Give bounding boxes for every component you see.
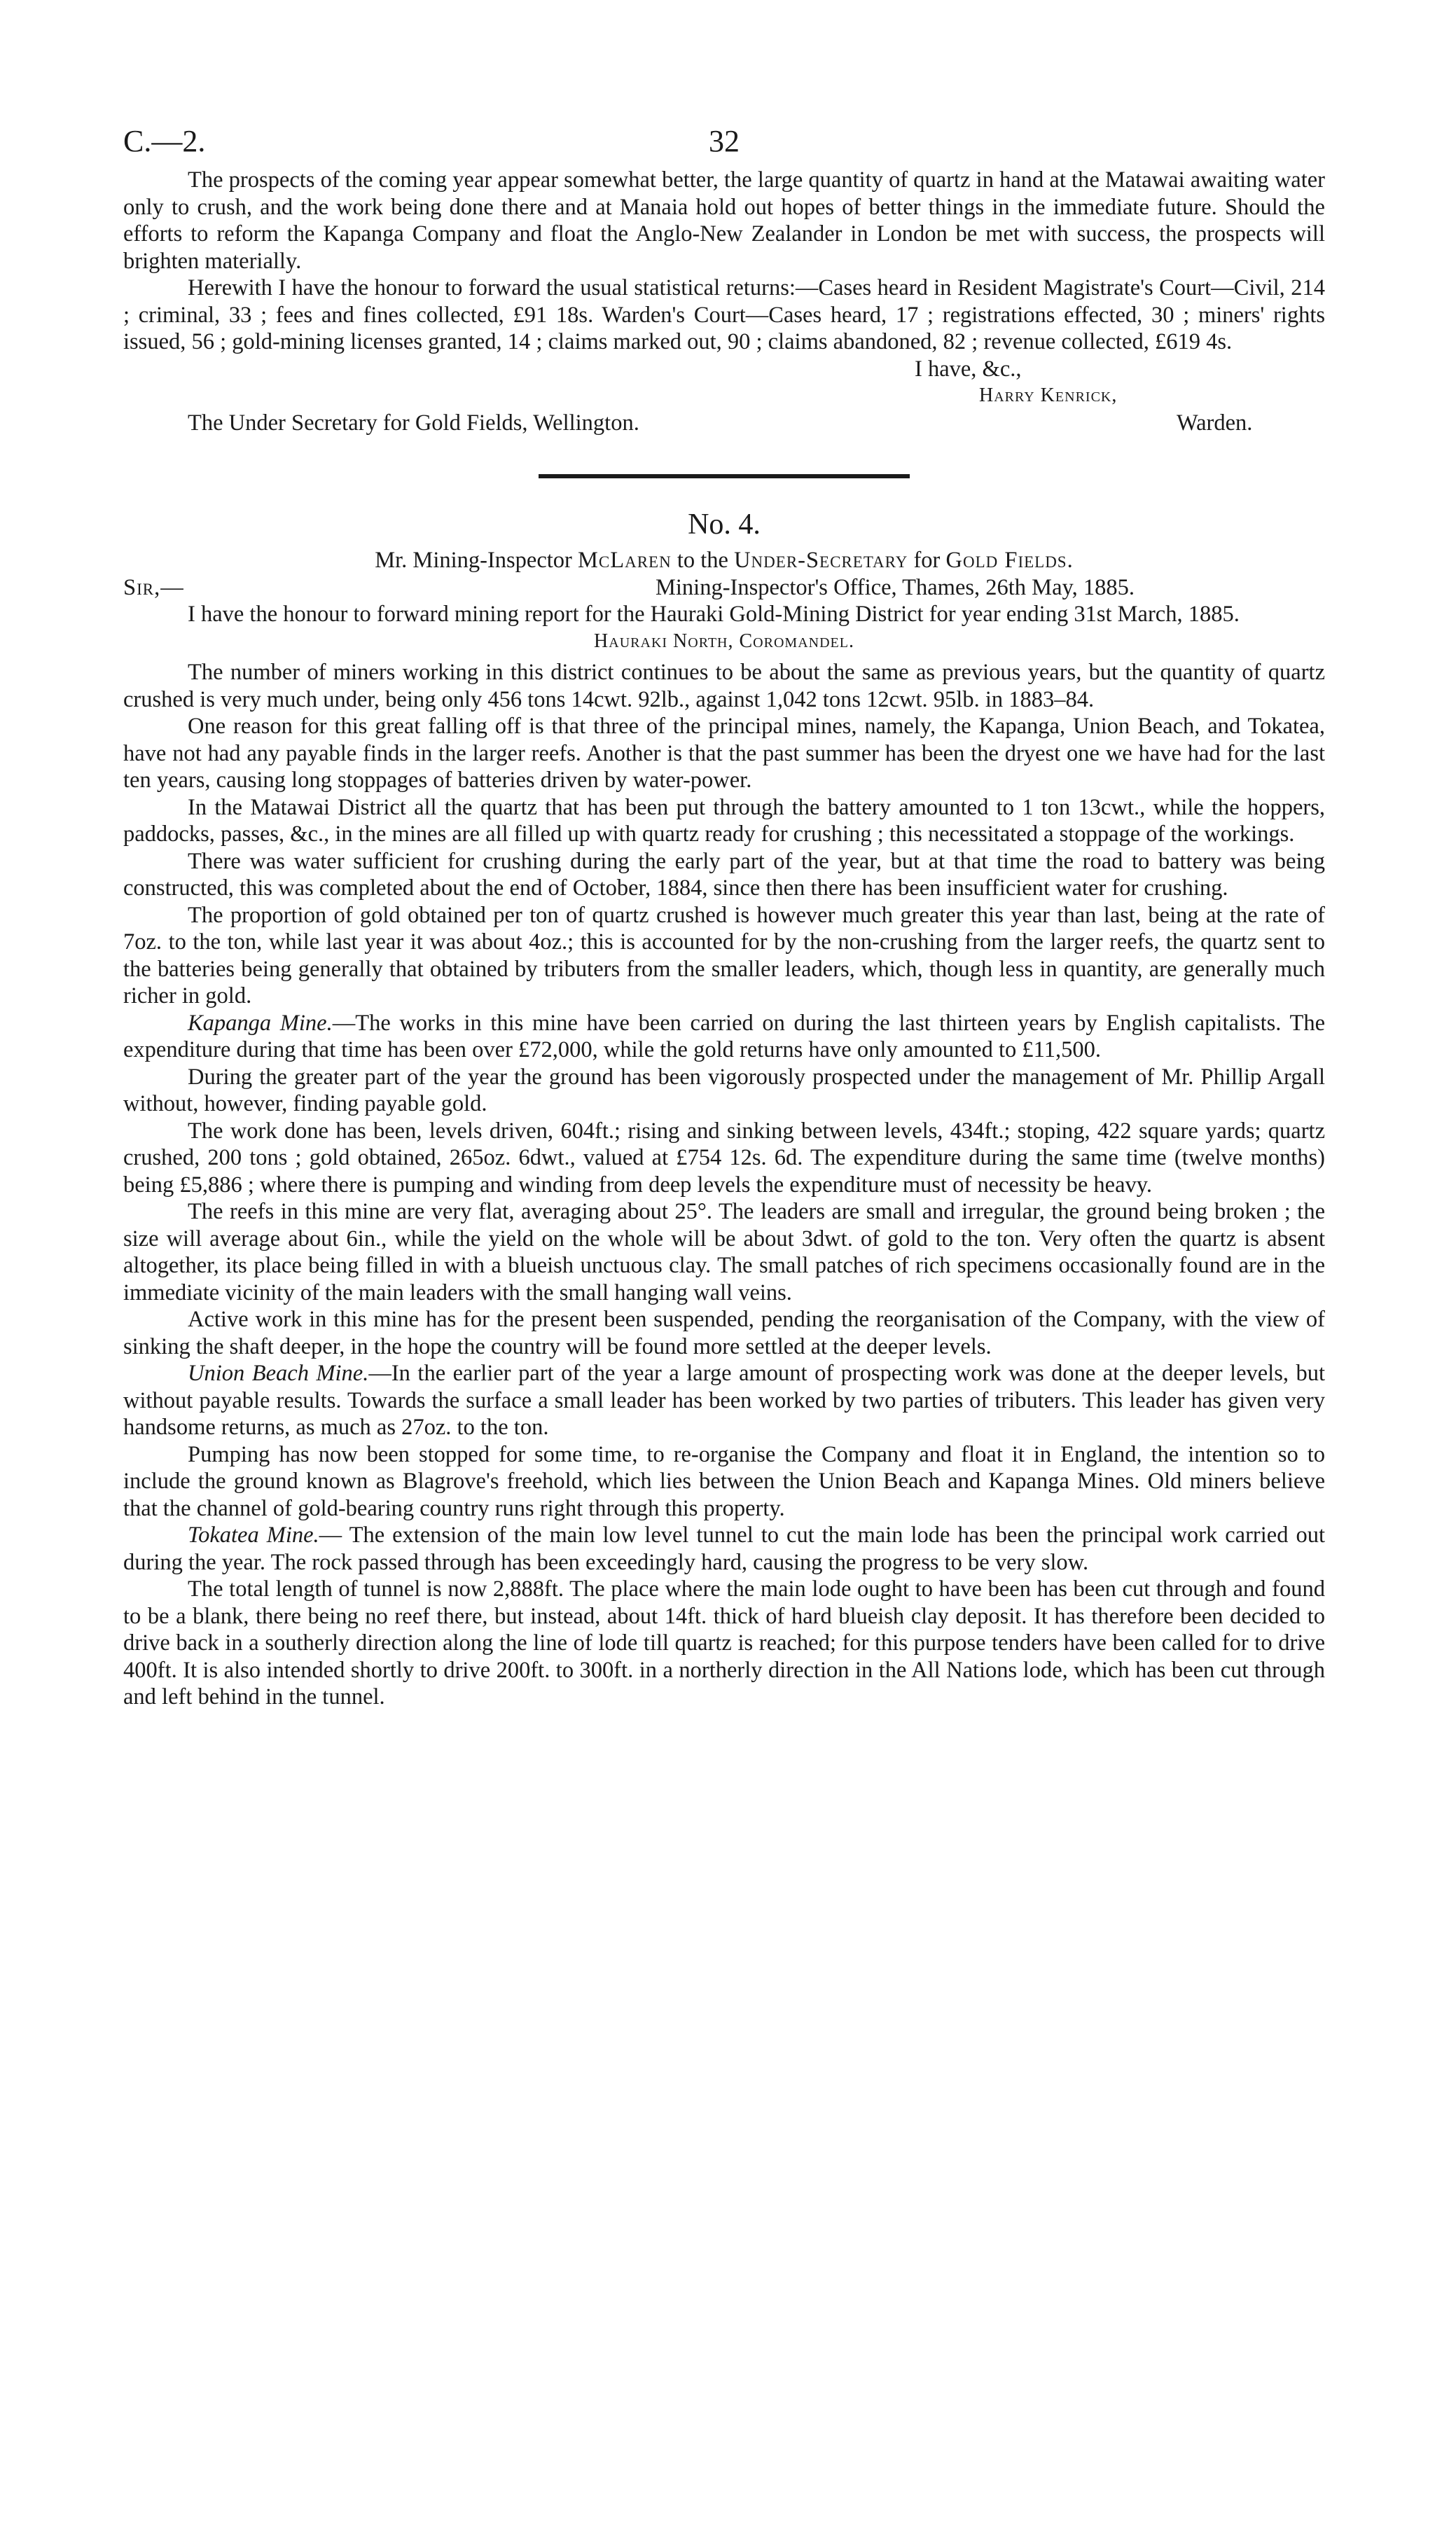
document-reference: C.—2.: [123, 124, 206, 158]
mining-inspector-report: [123, 508, 1325, 1711]
tokatea-title: Tokatea Mine.: [188, 1523, 319, 1548]
page-header: [123, 125, 1325, 167]
union-beach-paragraph: [123, 1360, 1325, 1441]
paragraph: Active work in this mine has for the present been suspended, pending the reorganisation of the Company, with the view of sinking the shaft deeper, in the hope the country will be found more settled at the deeper levels.: [123, 1307, 1325, 1359]
report-number: No. 4.: [688, 508, 761, 541]
report-heading: [123, 547, 1325, 574]
heading-to: to the: [677, 548, 728, 573]
section-divider: [539, 474, 910, 478]
kapanga-text: —The works in this mine have been carried on during the last thirteen years by English capitalists. The expenditure during that time has been over £72,000, while the gold returns have only amounted to £11,500.: [123, 1010, 1325, 1062]
paragraph: Pumping has now been stopped for some time, to re-organise the Company and float it in England, the intention so to include the ground known as Blagrove's freehold, which lies between the Union Beach and Kapanga Mines. Old miners believe that the channel of gold-bearing country runs right through this property.: [123, 1441, 1325, 1521]
warden-report: [123, 167, 1325, 436]
section-heading: Hauraki North, Coromandel.: [594, 630, 854, 652]
paragraph: The proportion of gold obtained per ton of quartz crushed is however much greater this year than last, being at the rate of 7oz. to the ton, while last year it was about 4oz.; this is accounted for by the non-crushing from the larger reefs, the quartz sent to the batteries being generally that obtained by tributers from the smaller leaders, which, though less in quantity, are generally much richer in gold.: [123, 902, 1325, 1008]
heading-prefix: Mr. Mining-Inspector: [375, 548, 572, 573]
tokatea-text: — The extension of the main low level tunnel to cut the main lode has been the principal work carried out during the year. The rock passed through has been exceedingly hard, causing the progress to be very slow.: [123, 1523, 1325, 1575]
paragraph: During the greater part of the year the ground has been vigorously prospected under the management of Mr. Phillip Argall without, however, finding payable gold.: [123, 1064, 1325, 1116]
paragraph: The reefs in this mine are very flat, averaging about 25°. The leaders are small and irregular, the ground being broken ; the size will average about 6in., while the yield on the whole will be about 3dwt. of gold to the ton. Very often the quartz is absent altogether, its place being filled in with a blueish unctuous clay. The small patches of rich specimens occasionally found are in the immediate vicinity of the main leaders with the small hanging wall veins.: [123, 1199, 1325, 1305]
addressee-line: [123, 410, 1325, 437]
signatory-title: Warden.: [1177, 410, 1253, 436]
paragraph: One reason for this great falling off is that three of the principal mines, namely, the Kapanga, Union Beach, and Tokatea, have not had any payable finds in the larger reefs. Another is that the past summer has been the dryest one we have had for the last ten years, causing long stoppages of batteries driven by water-power.: [123, 714, 1325, 793]
closing: I have, &c.,: [915, 356, 1022, 382]
heading-recipient: Under-Secretary: [734, 548, 908, 573]
salutation-line: [123, 574, 1325, 602]
addressee: The Under Secretary for Gold Fields, Wellington.: [188, 410, 639, 436]
paragraph: In the Matawai District all the quartz that has been put through the battery amounted to 1 ton 13cwt., while the hoppers, paddocks, passes, &c., in the mines are all filled up with quartz ready for crushing ; this necessitated a stoppage of the workings.: [123, 794, 1325, 847]
document-page: [123, 125, 1325, 1711]
paragraph: Herewith I have the honour to forward the usual statistical returns:—Cases heard in Resident Magistrate's Court—Civil, 214 ; criminal, 33 ; fees and fines collected, £91 18s. Warden's Court—Cases heard, 17 ; registrations effected, 30 ; miners' rights issued, 56 ; gold-mining licenses granted, 14 ; claims marked out, 90 ; claims abandoned, 82 ; revenue collected, £619 4s.: [123, 275, 1325, 354]
paragraph: There was water sufficient for crushing during the early part of the year, but at that time the road to battery was being constructed, this was completed about the end of October, 1884, since then there has been insufficient water for crushing.: [123, 848, 1325, 901]
signatory: Harry Kenrick,: [979, 384, 1118, 406]
salutation: Sir,—: [123, 574, 184, 600]
heading-for: for: [913, 548, 941, 573]
union-beach-title: Union Beach Mine.: [188, 1361, 369, 1386]
intro-paragraph: I have the honour to forward mining report for the Hauraki Gold-Mining District for year ending 31st March, 1885.: [188, 602, 1240, 627]
kapanga-paragraph: [123, 1010, 1325, 1064]
paragraph: The total length of tunnel is now 2,888ft. The place where the main lode ought to have been has been cut through and found to be a blank, there being no reef there, but instead, about 14ft. thick of hard blueish clay deposit. It has therefore been decided to drive back in a southerly direction along the line of lode till quartz is reached; for this purpose tenders have been called for to drive 400ft. It is also intended shortly to drive 200ft. to 300ft. in a northerly direction in the All Nations lode, which has been cut through and left behind in the tunnel.: [123, 1576, 1325, 1710]
union-beach-text: —In the earlier part of the year a large amount of prospecting work was done at the deeper levels, but without payable results. Towards the surface a small leader has been worked by two parties of tributers. This leader has given very handsome returns, as much as 27oz. to the ton.: [123, 1361, 1325, 1440]
dateline: Mining-Inspector's Office, Thames, 26th May, 1885.: [656, 574, 1135, 600]
paragraph: The prospects of the coming year appear somewhat better, the large quantity of quartz in hand at the Matawai awaiting water only to crush, and the work being done there and at Manaia hold out hopes of better things in the immediate future. Should the efforts to reform the Kapanga Company and float the Anglo-New Zealander in London be met with success, the prospects will brighten materially.: [123, 167, 1325, 274]
page-number: 32: [709, 124, 740, 158]
signature-line: [123, 382, 1325, 410]
heading-name: McLaren: [578, 548, 672, 573]
heading-dept: Gold Fields.: [945, 548, 1074, 573]
tokatea-paragraph: [123, 1522, 1325, 1576]
closing-line: [123, 356, 1325, 383]
kapanga-title: Kapanga Mine.: [188, 1010, 333, 1036]
paragraph: The work done has been, levels driven, 604ft.; rising and sinking between levels, 434ft.; stoping, 422 square yards; quartz crushed, 200 tons ; gold obtained, 265oz. 6dwt., valued at £754 12s. 6d. The expenditure during the same time (twelve months) being £5,886 ; where there is pumping and winding from deep levels the expenditure must of necessity be heavy.: [123, 1118, 1325, 1198]
paragraph: The number of miners working in this district continues to be about the same as previous years, but the quantity of quartz crushed is very much under, being only 456 tons 14cwt. 92lb., against 1,042 tons 12cwt. 95lb. in 1883–84.: [123, 660, 1325, 712]
